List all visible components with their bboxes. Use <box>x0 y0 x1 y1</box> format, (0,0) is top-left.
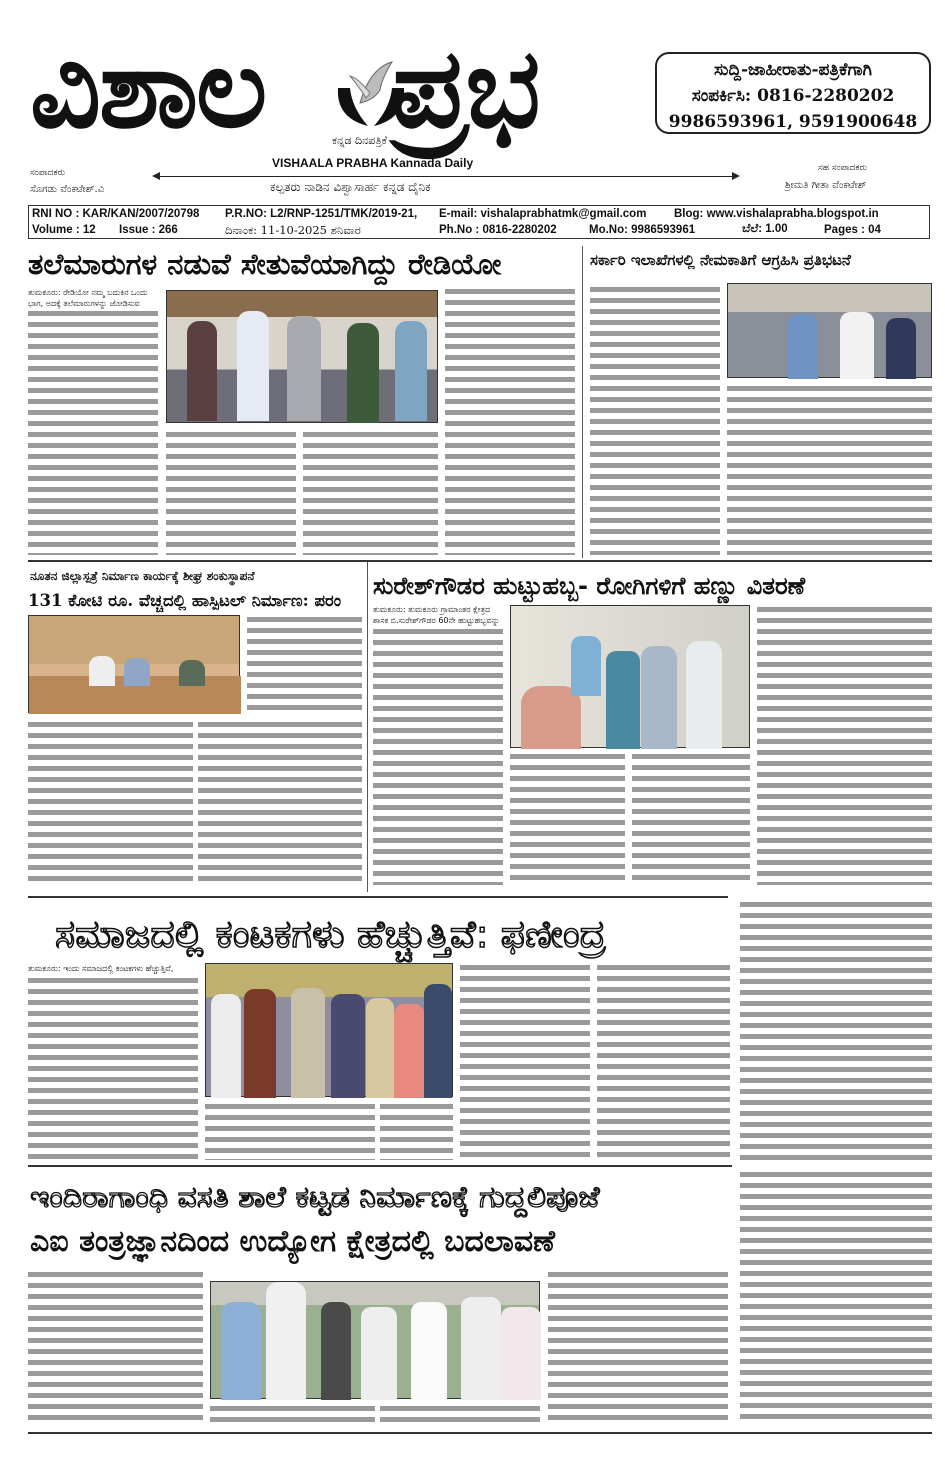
bottom-rule <box>28 1432 932 1434</box>
arrow-right-icon <box>732 172 740 180</box>
coeditor-label: ಸಹ ಸಂಪಾದಕರು <box>818 163 868 173</box>
headline-protest: ಸರ್ಕಾರಿ ಇಲಾಖೆಗಳಲ್ಲಿ ನೇಮಕಾತಿಗೆ ಆಗ್ರಹಿಸಿ ಪ್ರತಿಭಟನೆ <box>590 251 851 269</box>
pages: Pages : 04 <box>824 224 881 236</box>
headline-society: ಸಮಾಜದಲ್ಲಿ ಕಂಟಕಗಳು ಹೆಚ್ಚುತ್ತಿವೆ: ಫಣೀಂದ್ರ <box>55 912 606 956</box>
article-radio-body-4 <box>445 287 575 555</box>
article-birthday-body-4 <box>757 605 932 885</box>
photo-hospital-meeting <box>28 615 240 713</box>
headline-hospital: 131 ಕೋಟಿ ರೂ. ವೆಚ್ಚದಲ್ಲಿ ಹಾಸ್ಪಿಟಲ್ ನಿರ್ಮಾಣ: ಪರಂ <box>28 591 342 610</box>
email-link[interactable]: E-mail: vishalaprabhatmk@gmail.com <box>439 208 647 220</box>
article-society-body-4 <box>460 963 590 1160</box>
editor-name: ಸೊಗಡು ವೆಂಕಟೇಶ್.ವಿ <box>30 184 105 195</box>
article-birthday-body-2 <box>510 752 625 885</box>
article-ai-body-3 <box>380 1404 540 1428</box>
coeditor-name: ಶ್ರೀಮತಿ ಗೀತಾ ವೆಂಕಟೇಶ್ <box>785 180 867 191</box>
price: ಬೆಲೆ: 1.00 <box>742 223 788 235</box>
blog-link[interactable]: Blog: www.vishalaprabha.blogspot.in <box>674 208 879 220</box>
editor-label: ಸಂಪಾದಕರು <box>30 168 66 178</box>
column-divider <box>367 562 368 892</box>
photo-society-event <box>205 963 453 1097</box>
section-divider <box>28 560 932 562</box>
volume: Volume : 12 <box>32 224 96 236</box>
section-divider <box>28 1165 732 1167</box>
info-bar <box>28 205 930 239</box>
headline-school: ಇಂದಿರಾಗಾಂಧಿ ವಸತಿ ಶಾಲೆ ಕಟ್ಟಡ ನಿರ್ಮಾಣಕ್ಕೆ ಗುದ್ದಲಿಪೂಜೆ <box>30 1180 600 1215</box>
article-society-body-5 <box>597 963 730 1160</box>
pr-number: P.R.NO: L2/RNP-1251/TMK/2019-21, <box>225 208 418 220</box>
photo-radio-event <box>166 290 438 423</box>
article-radio-lead: ತುಮಕೂರು: ರೇಡಿಯೋ ನಮ್ಮ ಬದುಕಿನ ಒಂದು ಭಾಗ, ಅದಕ್ಕೆ ತಲೆಮಾರುಗಳನ್ನು ಜೋಡಿಸುವ <box>28 288 148 308</box>
arrow-left-icon <box>152 172 160 180</box>
column-divider <box>582 246 583 558</box>
contact-box <box>655 52 931 134</box>
article-society-lead: ತುಮಕೂರು: ಇಂದು ಸಮಾಜದಲ್ಲಿ ಕಂಟಕಗಳು ಹೆಚ್ಚುತ್ತಿವೆ, <box>28 964 174 973</box>
article-society-body <box>28 976 198 1160</box>
article-ai-body <box>28 1270 203 1425</box>
photo-birthday-visit <box>510 605 750 748</box>
contact-line-1: ಸುದ್ದಿ-ಜಾಹೀರಾತು-ಪತ್ರಿಕೆಗಾಗಿ <box>714 60 872 80</box>
article-radio-body-2 <box>166 430 296 555</box>
masthead-title-left: ವಿಶಾಲ <box>30 24 266 152</box>
article-birthday-lead: ತುಮಕೂರು: ತುಮಕೂರು ಗ್ರಾಮಾಂತರ ಕ್ಷೇತ್ರದ ಶಾಸಕ ಬಿ.ಸುರೇಶ್‌ಗೌಡರ 60ನೇ ಹುಟ್ಟುಹಬ್ಬವನ್ನು <box>373 605 500 625</box>
headline-radio: ತಲೆಮಾರುಗಳ ನಡುವೆ ಸೇತುವೆಯಾಗಿದ್ದು ರೇಡಿಯೋ <box>28 247 502 281</box>
issue-date: ದಿನಾಂಕ: 11-10-2025 ಶನಿವಾರ <box>225 223 361 237</box>
mobile-number: Mo.No: 9986593961 <box>589 224 696 236</box>
article-hospital-body-3 <box>198 720 362 885</box>
article-society-body-2 <box>205 1102 375 1160</box>
article-hospital-body <box>247 615 362 715</box>
masthead-arrow-line <box>155 176 733 177</box>
contact-line-3: 9986593961, 9591900648 <box>668 112 918 132</box>
contact-line-2: ಸಂಪರ್ಕಿಸಿ: 0816-2280202 <box>691 86 895 106</box>
issue: Issue : 266 <box>119 224 178 236</box>
photo-groundbreaking <box>210 1281 540 1399</box>
article-society-body-6 <box>740 900 932 1162</box>
headline-ai: ಎಐ ತಂತ್ರಜ್ಞಾನದಿಂದ ಉದ್ಯೋಗ ಕ್ಷೇತ್ರದಲ್ಲಿ ಬದಲಾವಣೆ <box>30 1224 555 1259</box>
section-divider <box>28 896 728 898</box>
article-protest-body-2 <box>727 384 932 555</box>
masthead-tagline: ಕಲ್ಪತರು ನಾಡಿನ ವಿಶ್ವಾಸಾರ್ಹ ಕನ್ನಡ ದೈನಿಕ <box>270 180 431 194</box>
masthead-subtitle-kn: ಕನ್ನಡ ದಿನಪತ್ರಿಕೆ <box>332 134 388 147</box>
photo-protest <box>727 283 932 378</box>
article-hospital-body-2 <box>28 720 193 885</box>
article-radio-body <box>28 309 158 555</box>
masthead-title-right: ಪ್ರಭ <box>392 24 539 152</box>
phone-number: Ph.No : 0816-2280202 <box>439 224 557 236</box>
article-ai-body-4 <box>548 1270 728 1425</box>
article-radio-body-3 <box>303 430 438 555</box>
article-ai-body-2 <box>210 1404 375 1428</box>
headline-birthday: ಸುರೇಶ್‌ಗೌಡರ ಹುಟ್ಟುಹಬ್ಬ- ರೋಗಿಗಳಿಗೆ ಹಣ್ಣು ವಿತರಣೆ <box>373 572 806 600</box>
masthead-subtitle-en: VISHAALA PRABHA Kannada Daily <box>272 156 474 170</box>
article-birthday-body-3 <box>632 752 750 885</box>
article-birthday-body <box>373 627 503 885</box>
kicker-hospital: ನೂತನ ಜಿಲ್ಲಾಸ್ಪತ್ರೆ ನಿರ್ಮಾಣ ಕಾರ್ಯಕ್ಕೆ ಶೀಘ್ರ ಶಂಕುಸ್ಥಾಪನೆ <box>30 569 255 583</box>
article-society-body-3 <box>380 1102 453 1160</box>
rni-number: RNI NO : KAR/KAN/2007/20798 <box>32 208 200 220</box>
article-protest-body <box>590 285 720 555</box>
article-ai-body-5 <box>740 1170 932 1425</box>
